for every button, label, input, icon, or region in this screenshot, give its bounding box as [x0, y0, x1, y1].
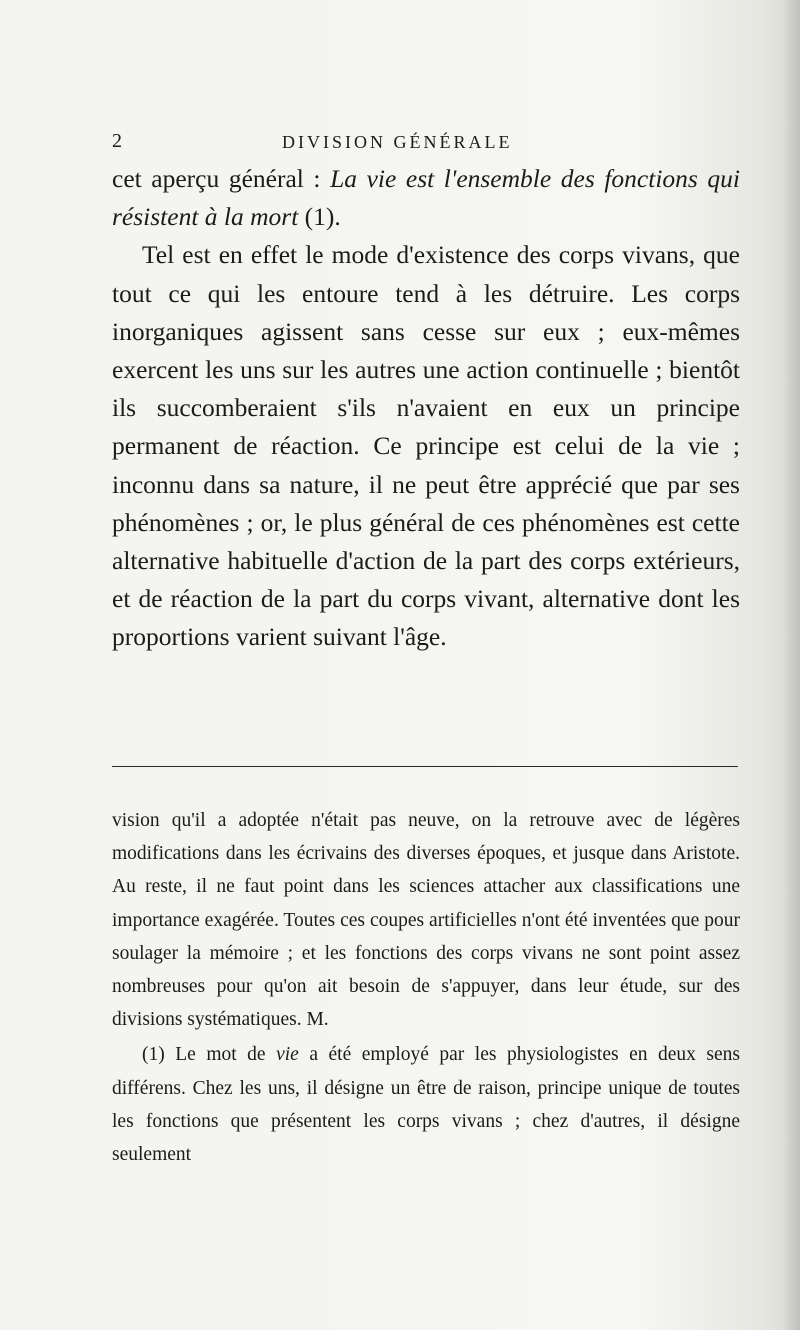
footnotes	[112, 804, 740, 1171]
footnote-1-text: a été employé par les physiologistes en deux sens différens. Chez les uns, il désigne un être de raison, principe unique de toutes les fonctions que présentent les corps vivans ; chez d'autres, il désigne seulement	[112, 1044, 740, 1166]
paragraph-2: Tel est en effet le mode d'existence des corps vivans, que tout ce qui les entoure tend à les détruire. Les corps inorganiques agissent sans cesse sur eux ; eux-mêmes exercent les uns sur les autres une action continuelle ; bientôt ils succomberaient s'ils n'avaient en eux un principe permanent de réaction. Ce principe est celui de la vie ; inconnu dans sa nature, il ne peut être apprécié que par ses phénomènes ; or, le plus général de ces phénomènes est cette alternative habituelle d'action de la part des corps extérieurs, et de réaction de la part du corps vivant, alternative dont les proportions varient suivant l'âge.	[112, 240, 740, 652]
page-header	[112, 130, 740, 156]
main-text	[112, 160, 740, 657]
footnote-1	[112, 1038, 740, 1171]
page-edge-shadow	[782, 0, 800, 1330]
paragraph-1	[112, 160, 740, 236]
running-head: DIVISION GÉNÉRALE	[282, 132, 513, 152]
footnote-1-marker: (1) Le mot de	[142, 1044, 277, 1066]
footnote-rule	[112, 766, 738, 767]
para1-text: cet aperçu général :	[112, 164, 331, 193]
footnote-1-term: vie	[276, 1044, 299, 1066]
page-number: 2	[112, 130, 122, 152]
definition-of-life: La vie est l'ensemble des fonctions qui résistent à la mort	[112, 164, 740, 232]
footnote-continued: vision qu'il a adoptée n'était pas neuve, on la retrouve avec de légères modifications dans les écrivains des diverses époques, et jusque dans Aristote. Au reste, il ne faut point dans les sciences attacher aux classifications une importance exagérée. Toutes ces coupes artificielles n'ont été inventées que pour soulager la mémoire ; et les fonctions des corps vivans ne sont point assez nombreuses pour qu'on ait besoin de s'appuyer, dans leur étude, sur des divisions systématiques. M.	[112, 810, 740, 1031]
para1-footnote-ref: (1).	[298, 202, 341, 232]
